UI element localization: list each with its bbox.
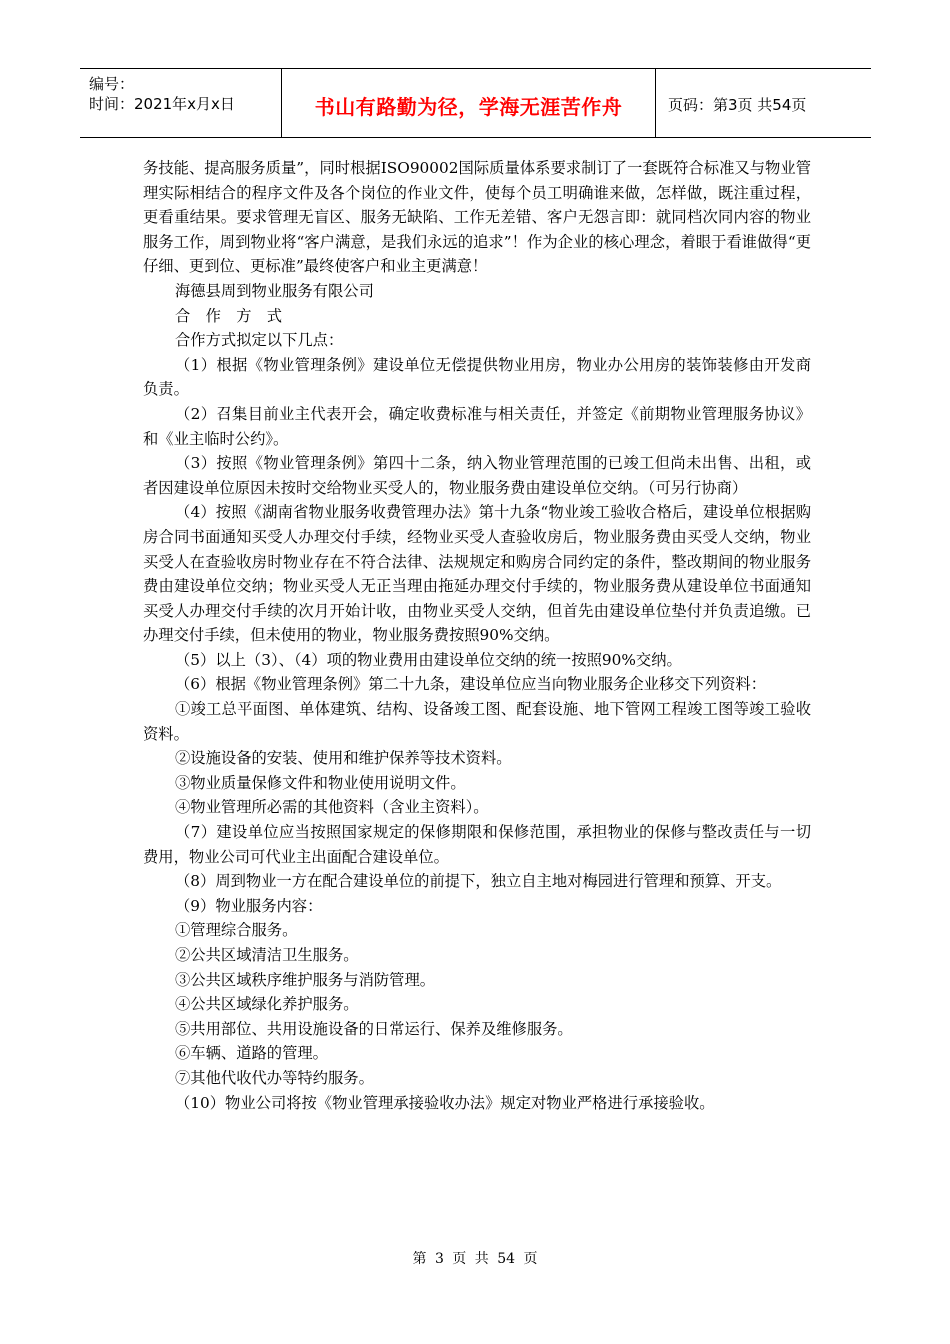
body-paragraph: 海德县周到物业服务有限公司 [175,281,374,300]
document-number-label: 编号： [89,75,135,93]
header-motto-cell [281,69,656,137]
body-paragraph: （4）按照《湖南省物业服务收费管理办法》第十九条“物业竣工验收合格后，建设单位根据购房合同书面通知买受人办理交付手续，经物业买受人查验收房后，物业服务费由买受人交纳，物业买受人在查验收房时物业存在不符合法律、法规规定和购房合同约定的条件，整改期间的物业服务费由建设单位交纳；物业买受人无正当理由拖延办理交付手续的，物业服务费从建设单位书面通知买受人办理交付手续的次月开始计收，由物业买受人交纳，但首先由建设单位垫付并负责追缴。已办理交付手续，但未使用的物业，物业服务费按照90%交纳。 [143,503,811,645]
document-time-label: 时间：2021年x月x日 [89,95,235,113]
body-paragraph: ②设施设备的安装、使用和维护保养等技术资料。 [175,749,512,768]
body-paragraph: （1）根据《物业管理条例》建设单位无偿提供物业用房，物业办公用房的装饰装修由开发商负责。 [143,355,811,399]
body-paragraph: 务技能、提高服务质量”，同时根据ISO90002国际质量体系要求制订了一套既符合标准又与物业管理实际相结合的程序文件及各个岗位的作业文件，使每个员工明确谁来做，怎样做，既注重过程，更看重结果。要求管理无盲区、服务无缺陷、工作无差错、客户无怨言即：就同档次同内容的物业服务工作，周到物业将“客户满意，是我们永远的追求”！作为企业的核心理念，着眼于看谁做得“更仔细、更到位、更标准”最终使客户和业主更满意！ [143,159,811,276]
body-paragraph: 合 作 方 式 [175,306,283,325]
body-paragraph: （6）根据《物业管理条例》第二十九条，建设单位应当向物业服务企业移交下列资料： [175,675,767,694]
body-paragraph: ④公共区域绿化养护服务。 [175,995,359,1014]
body-paragraph: （5）以上（3）、（4）项的物业费用由建设单位交纳的统一按照90%交纳。 [175,650,682,669]
header-page-cell [656,69,871,137]
body-paragraph: ⑥车辆、道路的管理。 [175,1044,328,1063]
header-page-code: 页码：第3页 共54页 [668,96,807,114]
document-header [80,68,871,138]
body-paragraph: ①管理综合服务。 [175,921,298,940]
body-paragraph: ①竣工总平面图、单体建筑、结构、设备竣工图、配套设施、地下管网工程竣工图等竣工验收资料。 [143,700,811,743]
body-paragraph: ③公共区域秩序维护服务与消防管理。 [175,970,436,989]
body-paragraph: ⑤共用部位、共用设施设备的日常运行、保养及维修服务。 [175,1019,573,1038]
header-info-cell [80,69,280,137]
body-paragraph: ④物业管理所必需的其他资料（含业主资料）。 [175,798,489,817]
body-paragraph: （8）周到物业一方在配合建设单位的前提下，独立自主地对梅园进行管理和预算、开支。 [175,872,782,891]
header-motto: 书山有路勤为径，学海无涯苦作舟 [314,95,623,119]
body-paragraph: （3）按照《物业管理条例》第四十二条，纳入物业管理范围的已竣工但尚未出售、出租，或者因建设单位原因未按时交给物业买受人的，物业服务费由建设单位交纳。（可另行协商） [143,454,811,497]
body-paragraph: （2）召集目前业主代表开会，确定收费标准与相关责任，并签定《前期物业管理服务协议》和《业主临时公约》。 [143,404,811,448]
body-paragraph: ②公共区域清洁卫生服务。 [175,946,359,964]
body-paragraph: 合作方式拟定以下几点： [175,331,344,350]
body-paragraph: （7）建设单位应当按照国家规定的保修期限和保修范围，承担物业的保修与整改责任与一切费用，物业公司可代业主出面配合建设单位。 [143,823,811,866]
body-paragraph: （9）物业服务内容： [175,896,323,915]
page-footer: 第 3 页 共 54 页 [412,1251,538,1267]
body-paragraph: ⑦其他代收代办等特约服务。 [175,1068,374,1087]
document-body [143,156,811,1115]
body-paragraph: ③物业质量保修文件和物业使用说明文件。 [175,773,466,792]
body-paragraph: （10）物业公司将按《物业管理承接验收办法》规定对物业严格进行承接验收。 [175,1093,715,1112]
